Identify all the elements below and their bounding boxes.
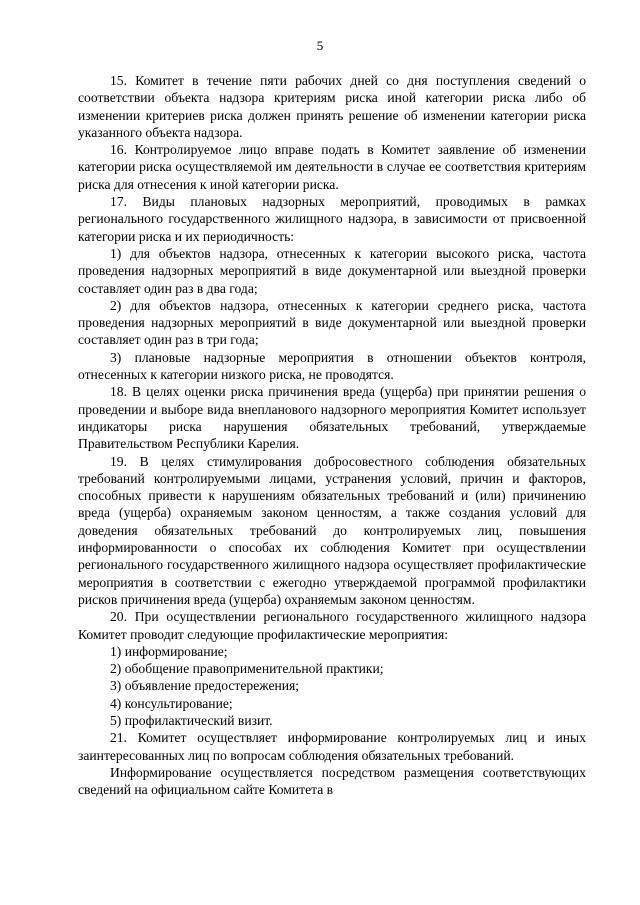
list-item-20-4: 4) консультирование; [110,695,233,711]
paragraph-21: 21. Комитет осуществляет информирование контролируемых лиц и иных заинтересованных лиц по вопросам соблюдения обязательных требований. [78,730,586,763]
paragraph-20: 20. При осуществлении регионального государственного жилищного надзора Комитет проводит следующие профилактические мероприятия: [78,609,586,642]
list-item-20-3: 3) объявление предостережения; [110,678,300,694]
paragraph-19: 19. В целях стимулирования добросовестного соблюдения обязательных требований контролируемыми лицами, устранения условий, причин и факторов, способных привести к нарушениям обязательных требований и (или) причинению вреда (ущерба) охраняемым законом ценностям, а также создания условий для доведения обязательных требований до контролируемых лиц, повышения информированности о способах их соблюдения Комитет при осуществлении регионального государственного жилищного надзора осуществляет профилактические мероприятия в соответствии с ежегодно утверждаемой программой профилактики рисков причинения вреда (ущерба) охраняемым законом ценностям. [78,453,586,607]
list-item-17-2: 2) для объектов надзора, отнесенных к категории среднего риска, частота проведения надзорных мероприятий в виде документарной или выездной проверки составляет один раз в три года; [78,297,586,348]
paragraph-18: 18. В целях оценки риска причинения вреда (ущерба) при принятии решения о проведении и выборе вида внепланового надзорного мероприятия Комитет использует индикаторы риска нарушения обязательных требований, утверждаемые Правительством Республики Карелия. [78,384,586,452]
paragraph-informing: Информирование осуществляется посредством размещения соответствующих сведений на официальном сайте Комитета в [78,764,586,798]
paragraph-17: 17. Виды плановых надзорных мероприятий, проводимых в рамках регионального государственного жилищного надзора, в зависимости от присвоенной категории риска и их периодичность: [78,194,586,244]
list-item-20-5: 5) профилактический визит. [110,712,273,728]
list-item-20-1: 1) информирование; [110,643,228,659]
paragraph-15: 15. Комитет в течение пяти рабочих дней со дня поступления сведений о соответствии объекта надзора критериям риска иной категории риска либо об изменении критериев риска должен принять решение об изменении категории риска указанного объекта надзора. [78,73,586,140]
paragraph-16: 16. Контролируемое лицо вправе подать в Комитет заявление об изменении категории риска осуществляемой им деятельности в случае ее соответствия критериям риска для отнесения к иной категории риска. [78,142,586,192]
list-item-17-3: 3) плановые надзорные мероприятия в отношении объектов контроля, отнесенных к категории низкого риска, не проводятся. [78,349,586,383]
document-body [78,72,586,798]
list-item-20-2: 2) обобщение правоприменительной практики; [110,661,384,677]
page-number: 5 [316,38,324,53]
list-item-17-1: 1) для объектов надзора, отнесенных к категории высокого риска, частота проведения надзорных мероприятий в виде документарной или выездной проверки составляет один раз в два года; [78,245,586,296]
